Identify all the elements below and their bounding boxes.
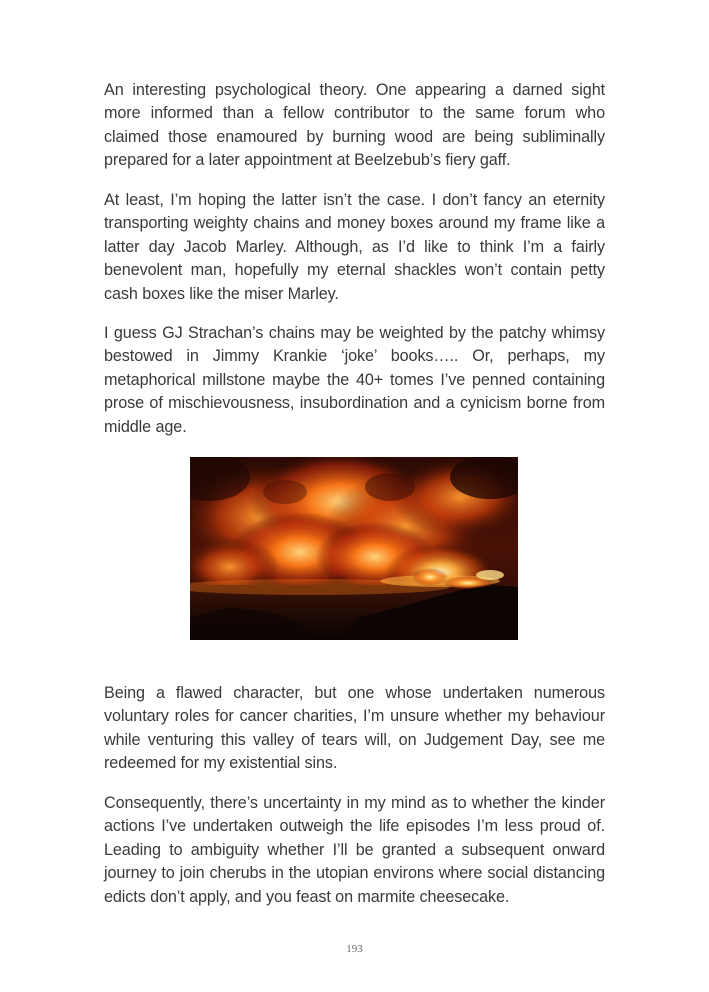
lava-fire-photo bbox=[190, 457, 518, 640]
page-number: 193 bbox=[346, 943, 363, 955]
paragraph-3: I guess GJ Strachan’s chains may be weighted by the patchy whimsy bestowed in Jimmy Krankie ‘joke’ books….. Or, perhaps, my metaphorical millstone maybe the 40+ tomes I’ve penned containing prose of mischievousness, insubordination and a cynicism borne from middle age. bbox=[104, 324, 605, 436]
paragraph-1: An interesting psychological theory. One appearing a darned sight more informed than a fellow contributor to the same forum who claimed those enamoured by burning wood are being subliminally prepared for a later appointment at Beelzebub’s fiery gaff. bbox=[104, 81, 605, 170]
paragraph-2: At least, I’m hoping the latter isn’t the case. I don’t fancy an eternity transporting weighty chains and money boxes around my frame like a latter day Jacob Marley. Although, as I’d like to think I’m a fairly benevolent man, hopefully my eternal shackles won’t contain petty cash boxes like the miser Marley. bbox=[104, 191, 605, 303]
lava-fire-illustration bbox=[190, 457, 518, 640]
paragraph-5: Consequently, there’s uncertainty in my mind as to whether the kinder actions I’ve undertaken outweigh the life episodes I’m less proud of. Leading to ambiguity whether I’ll be granted a subsequent onward journey to join cherubs in the utopian environs where social distancing edicts don’t apply, and you feast on marmite cheesecake. bbox=[104, 794, 605, 906]
paragraph-4: Being a flawed character, but one whose undertaken numerous voluntary roles for cancer charities, I’m unsure whether my behaviour while venturing this valley of tears will, on Judgement Day, see me redeemed for my existential sins. bbox=[104, 684, 605, 773]
